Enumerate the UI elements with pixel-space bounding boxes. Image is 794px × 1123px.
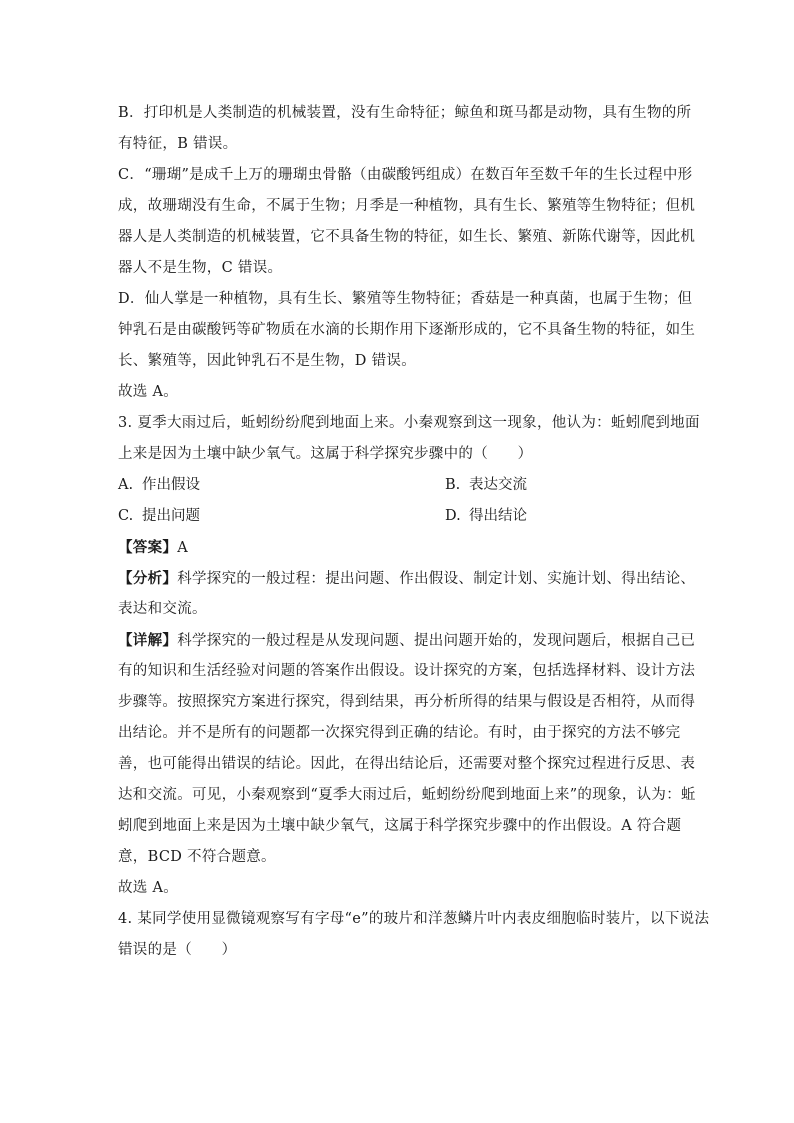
q2-explain-c-line: 器人不是生物，C 错误。: [118, 260, 283, 276]
q2-explain-c-line: C．“珊瑚”是成千上万的珊瑚虫骨骼（由碳酸钙组成）在数百年至数千年的生长过程中形: [118, 167, 693, 183]
q3-answer: [118, 532, 678, 563]
q3-stem-line: 上来是因为土壤中缺少氧气。这属于科学探究步骤中的（ ）: [118, 446, 533, 462]
option-letter: C.: [118, 508, 134, 524]
document-page: [118, 98, 710, 966]
q2-explain-c-line: 成，故珊瑚没有生命，不属于生物；月季是一种植物，具有生长、繁殖等生物特征；但机: [118, 198, 696, 214]
analysis-tag: 【分析】: [118, 570, 178, 587]
q3-option-b: [445, 470, 527, 501]
q3-detail-line: 蚓爬到地面上来是因为土壤中缺少氧气，这属于科学探究步骤中的作出假设。A 符合题: [118, 818, 682, 834]
q3-conclusion: 故选 A。: [118, 880, 179, 896]
q2-explain-d-line: D．仙人掌是一种植物，具有生长、繁殖等生物特征；香菇是一种真菌，也属于生物；但: [118, 291, 693, 307]
q3-options-row-2: [118, 501, 678, 532]
option-text: 表达交流: [469, 477, 527, 493]
q3-detail-line: 步骤等。按照探究方案进行探究，得到结果，再分析所得的结果与假设是否相符，从而得: [118, 694, 696, 710]
answer-tag: 【答案】: [118, 539, 178, 556]
q4-stem-line: 4. 某同学使用显微镜观察写有字母“e”的玻片和洋葱鳞片叶内表皮细胞临时装片，以下说法: [118, 911, 710, 927]
q3-detail-line: 意，BCD 不符合题意。: [118, 849, 276, 865]
option-letter: D.: [445, 508, 461, 524]
q3-option-d: [445, 501, 527, 532]
q2-explain-c-line: 器人是人类制造的机械装置，它不具备生物的特征，如生长、繁殖、新陈代谢等，因此机: [118, 229, 696, 245]
q2-explain-b-line: 有特征，B 错误。: [118, 136, 238, 152]
q3-stem-line: 3. 夏季大雨过后，蚯蚓纷纷爬到地面上来。小秦观察到这一现象，他认为：蚯蚓爬到地面: [118, 415, 700, 431]
option-letter: B.: [445, 477, 461, 493]
detail-text: 科学探究的一般过程是从发现问题、提出问题开始的，发现问题后，根据自己已: [177, 633, 696, 649]
q3-detail-line: 有的知识和生活经验对问题的答案作出假设。设计探究的方案，包括选择材料、设计方法: [118, 663, 696, 679]
option-text: 提出问题: [142, 508, 200, 524]
q2-explain-d-line: 长、繁殖等，因此钟乳石不是生物，D 错误。: [118, 353, 417, 369]
q3-detail-line: 善，也可能得出错误的结论。因此，在得出结论后，还需要对整个探究过程进行反思、表: [118, 756, 696, 772]
q4-stem-line: 错误的是（ ）: [118, 942, 237, 958]
q2-explain-b-line: B．打印机是人类制造的机械装置，没有生命特征；鲸鱼和斑马都是动物，具有生物的所: [118, 105, 692, 121]
option-text: 得出结论: [469, 508, 527, 524]
q2-conclusion: 故选 A。: [118, 384, 179, 400]
q3-options-row-1: [118, 470, 678, 501]
option-letter: A.: [118, 477, 134, 493]
answer-value: A: [177, 540, 188, 556]
q3-detail-line: [118, 625, 696, 656]
q3-option-a: [118, 470, 445, 501]
detail-tag: 【详解】: [118, 632, 178, 649]
option-text: 作出假设: [142, 477, 200, 493]
q3-detail-line: 出结论。并不是所有的问题都一次探究得到正确的结论。有时，由于探究的方法不够完: [118, 725, 681, 741]
q3-option-c: [118, 501, 445, 532]
q3-analysis-line: [118, 563, 696, 594]
q3-detail-line: 达和交流。可见，小秦观察到“夏季大雨过后，蚯蚓纷纷爬到地面上来”的现象，认为：蚯: [118, 787, 696, 803]
q3-analysis-line: 表达和交流。: [118, 601, 207, 617]
analysis-text: 科学探究的一般过程：提出问题、作出假设、制定计划、实施计划、得出结论、: [177, 571, 696, 587]
q2-explain-d-line: 钟乳石是由碳酸钙等矿物质在水滴的长期作用下逐渐形成的，它不具备生物的特征，如生: [118, 322, 696, 338]
